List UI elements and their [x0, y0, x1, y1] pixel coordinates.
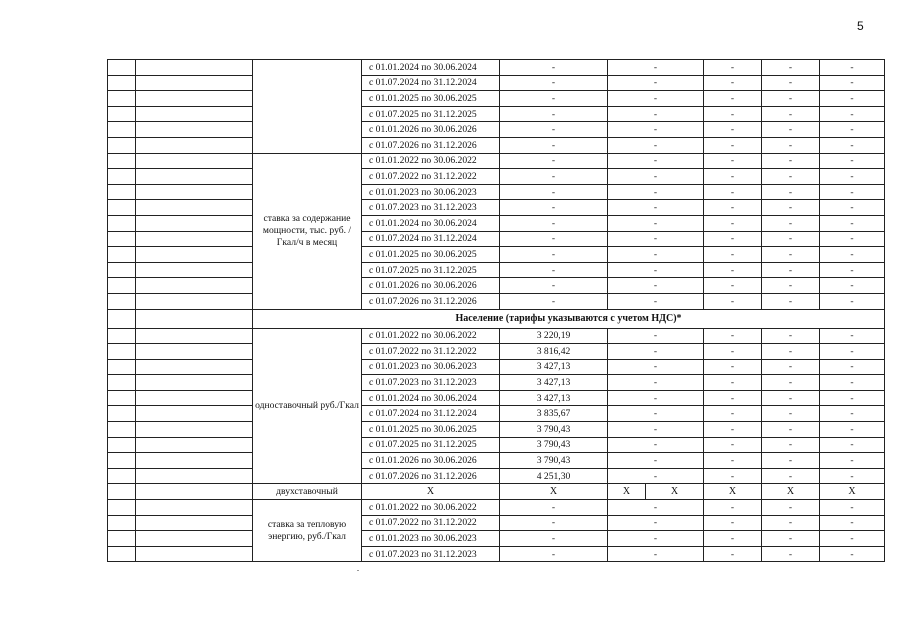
row-number-cell — [108, 390, 136, 406]
value-cell: - — [704, 375, 762, 391]
period-cell: с 01.01.2023 по 30.06.2023 — [362, 359, 500, 375]
value-cell: - — [608, 293, 704, 309]
name-cell — [136, 500, 253, 516]
table-row — [108, 91, 885, 107]
x-mark-cell: X — [362, 484, 500, 500]
period-cell: с 01.01.2024 по 30.06.2024 — [362, 390, 500, 406]
value-cell: - — [820, 531, 885, 547]
value-cell: - — [704, 247, 762, 263]
table-row — [108, 231, 885, 247]
row-number-cell — [108, 437, 136, 453]
name-cell — [136, 375, 253, 391]
period-cell: с 01.01.2023 по 30.06.2023 — [362, 531, 500, 547]
tariff-category-label: одноставочный руб./Гкал — [253, 328, 362, 484]
period-cell: с 01.01.2024 по 30.06.2024 — [362, 60, 500, 76]
value-cell: - — [704, 515, 762, 531]
value-cell: - — [762, 344, 820, 360]
value-cell: - — [704, 500, 762, 516]
x-mark-cell: X — [820, 484, 885, 500]
value-cell: - — [704, 169, 762, 185]
period-cell: с 01.01.2025 по 30.06.2025 — [362, 91, 500, 107]
period-cell: с 01.07.2024 по 31.12.2024 — [362, 406, 500, 422]
value-cell: - — [608, 344, 704, 360]
value-cell: - — [820, 184, 885, 200]
name-cell — [136, 106, 253, 122]
table-row — [108, 200, 885, 216]
table-row — [108, 247, 885, 263]
value-cell: - — [762, 531, 820, 547]
value-cell: - — [820, 278, 885, 294]
value-cell: - — [762, 122, 820, 138]
value-cell: - — [608, 75, 704, 91]
tariff-category-label: двухставочный — [253, 484, 362, 500]
value-cell: - — [762, 293, 820, 309]
table-row — [108, 215, 885, 231]
value-cell: - — [704, 106, 762, 122]
name-cell — [136, 309, 253, 328]
value-cell: - — [762, 437, 820, 453]
tariff-category-label — [253, 60, 362, 154]
period-cell: с 01.07.2022 по 31.12.2022 — [362, 344, 500, 360]
page-number: 5 — [857, 19, 864, 33]
row-number-cell — [108, 546, 136, 562]
name-cell — [136, 453, 253, 469]
value-cell: - — [608, 531, 704, 547]
table-row — [108, 437, 885, 453]
value-cell: - — [820, 137, 885, 153]
value-cell: - — [500, 169, 608, 185]
name-cell — [136, 515, 253, 531]
table-row — [108, 137, 885, 153]
period-cell: с 01.07.2023 по 31.12.2023 — [362, 546, 500, 562]
two-part-row — [108, 484, 885, 500]
period-cell: с 01.01.2022 по 30.06.2022 — [362, 500, 500, 516]
table-row — [108, 169, 885, 185]
value-cell: - — [704, 406, 762, 422]
value-cell: - — [500, 500, 608, 516]
value-cell: - — [820, 359, 885, 375]
value-cell: - — [608, 422, 704, 438]
name-cell — [136, 546, 253, 562]
value-cell: - — [762, 422, 820, 438]
row-number-cell — [108, 106, 136, 122]
value-cell: - — [762, 169, 820, 185]
value-cell: - — [820, 328, 885, 344]
row-number-cell — [108, 468, 136, 484]
value-cell: 3 427,13 — [500, 390, 608, 406]
name-cell — [136, 231, 253, 247]
value-cell: - — [608, 200, 704, 216]
value-cell: - — [704, 200, 762, 216]
period-cell: с 01.01.2026 по 30.06.2026 — [362, 453, 500, 469]
value-cell: 3 220,19 — [500, 328, 608, 344]
row-number-cell — [108, 375, 136, 391]
value-cell: - — [820, 91, 885, 107]
value-cell: - — [704, 122, 762, 138]
value-cell: - — [704, 60, 762, 76]
table-row — [108, 422, 885, 438]
table-row — [108, 75, 885, 91]
value-cell: - — [704, 75, 762, 91]
value-cell: - — [820, 247, 885, 263]
name-cell — [136, 262, 253, 278]
x-mark-cell: X — [646, 484, 704, 500]
row-number-cell — [108, 91, 136, 107]
value-cell: - — [820, 344, 885, 360]
name-cell — [136, 344, 253, 360]
period-cell: с 01.07.2026 по 31.12.2026 — [362, 137, 500, 153]
value-cell: - — [500, 106, 608, 122]
value-cell: - — [500, 91, 608, 107]
value-cell: - — [704, 531, 762, 547]
tariff-category-label: ставка за тепловую энергию, руб./Гкал — [253, 500, 362, 562]
value-cell: - — [500, 546, 608, 562]
x-mark-cell: X — [762, 484, 820, 500]
value-cell: - — [608, 375, 704, 391]
row-number-cell — [108, 293, 136, 309]
value-cell: - — [762, 75, 820, 91]
value-cell: - — [608, 515, 704, 531]
value-cell: - — [762, 137, 820, 153]
table-row — [108, 468, 885, 484]
value-cell: - — [704, 91, 762, 107]
section-header: Население (тарифы указываются с учетом НДС)* — [253, 309, 885, 328]
value-cell: - — [608, 406, 704, 422]
row-number-cell — [108, 75, 136, 91]
tariff-category-label: ставка за содержание мощности, тыс. руб. /Гкал/ч в месяц — [253, 153, 362, 309]
row-number-cell — [108, 344, 136, 360]
value-cell: - — [762, 406, 820, 422]
value-cell: - — [608, 215, 704, 231]
value-cell: - — [608, 328, 704, 344]
name-cell — [136, 293, 253, 309]
row-number-cell — [108, 122, 136, 138]
period-cell: с 01.07.2025 по 31.12.2025 — [362, 437, 500, 453]
row-number-cell — [108, 262, 136, 278]
value-cell: - — [704, 153, 762, 169]
row-number-cell — [108, 484, 136, 500]
value-cell: - — [820, 468, 885, 484]
period-cell: с 01.01.2026 по 30.06.2026 — [362, 278, 500, 294]
value-cell: - — [500, 122, 608, 138]
table-row — [108, 262, 885, 278]
value-cell: - — [500, 184, 608, 200]
period-cell: с 01.07.2024 по 31.12.2024 — [362, 231, 500, 247]
name-cell — [136, 215, 253, 231]
row-number-cell — [108, 453, 136, 469]
value-cell: - — [500, 247, 608, 263]
row-number-cell — [108, 184, 136, 200]
value-cell: - — [608, 169, 704, 185]
period-cell: с 01.07.2025 по 31.12.2025 — [362, 106, 500, 122]
value-cell: - — [820, 153, 885, 169]
name-cell — [136, 153, 253, 169]
value-cell: - — [762, 375, 820, 391]
value-cell: - — [500, 231, 608, 247]
name-cell — [136, 184, 253, 200]
value-cell: - — [762, 328, 820, 344]
value-cell: - — [704, 328, 762, 344]
value-cell: - — [500, 262, 608, 278]
value-cell: - — [762, 200, 820, 216]
value-cell: - — [500, 153, 608, 169]
value-cell: - — [608, 546, 704, 562]
value-cell: 3 835,67 — [500, 406, 608, 422]
value-cell: - — [820, 500, 885, 516]
x-mark-cell: X — [704, 484, 762, 500]
value-cell: - — [762, 91, 820, 107]
value-cell: - — [500, 137, 608, 153]
value-cell: - — [762, 262, 820, 278]
value-cell: - — [500, 215, 608, 231]
value-cell: - — [762, 278, 820, 294]
period-cell: с 01.07.2025 по 31.12.2025 — [362, 262, 500, 278]
name-cell — [136, 422, 253, 438]
table-row — [108, 278, 885, 294]
value-cell: - — [608, 262, 704, 278]
row-number-cell — [108, 515, 136, 531]
scan-mark — [357, 570, 359, 571]
name-cell — [136, 137, 253, 153]
row-number-cell — [108, 153, 136, 169]
value-cell: - — [704, 184, 762, 200]
value-cell: - — [820, 422, 885, 438]
value-cell: 3 790,43 — [500, 422, 608, 438]
value-cell: 3 790,43 — [500, 453, 608, 469]
row-number-cell — [108, 60, 136, 76]
table-row — [108, 453, 885, 469]
value-cell: - — [608, 153, 704, 169]
value-cell: - — [762, 359, 820, 375]
value-cell: - — [762, 106, 820, 122]
value-cell: - — [820, 293, 885, 309]
row-number-cell — [108, 359, 136, 375]
value-cell: - — [820, 453, 885, 469]
row-number-cell — [108, 309, 136, 328]
value-cell: - — [608, 231, 704, 247]
row-number-cell — [108, 422, 136, 438]
row-number-cell — [108, 200, 136, 216]
value-cell: - — [608, 106, 704, 122]
name-cell — [136, 278, 253, 294]
name-cell — [136, 390, 253, 406]
period-cell: с 01.01.2023 по 30.06.2023 — [362, 184, 500, 200]
value-cell: - — [608, 122, 704, 138]
value-cell: - — [500, 60, 608, 76]
value-cell: - — [704, 293, 762, 309]
period-cell: с 01.01.2026 по 30.06.2026 — [362, 122, 500, 138]
value-cell: - — [608, 60, 704, 76]
value-cell: 3 427,13 — [500, 359, 608, 375]
value-cell: - — [762, 468, 820, 484]
row-number-cell — [108, 328, 136, 344]
row-number-cell — [108, 500, 136, 516]
name-cell — [136, 359, 253, 375]
value-cell: - — [500, 515, 608, 531]
name-cell — [136, 169, 253, 185]
row-number-cell — [108, 247, 136, 263]
period-cell: с 01.01.2024 по 30.06.2024 — [362, 215, 500, 231]
table-row — [108, 546, 885, 562]
value-cell: - — [608, 390, 704, 406]
period-cell: с 01.07.2023 по 31.12.2023 — [362, 200, 500, 216]
value-cell: - — [704, 262, 762, 278]
value-cell: - — [500, 278, 608, 294]
period-cell: с 01.01.2022 по 30.06.2022 — [362, 328, 500, 344]
name-cell — [136, 437, 253, 453]
period-cell: с 01.07.2022 по 31.12.2022 — [362, 515, 500, 531]
value-cell: - — [608, 500, 704, 516]
value-cell: - — [608, 453, 704, 469]
value-cell: - — [820, 375, 885, 391]
value-cell: - — [704, 215, 762, 231]
table-row — [108, 153, 885, 169]
name-cell — [136, 468, 253, 484]
value-cell: 3 427,13 — [500, 375, 608, 391]
value-cell: - — [704, 437, 762, 453]
value-cell: - — [762, 515, 820, 531]
value-cell: - — [762, 247, 820, 263]
value-cell: - — [762, 500, 820, 516]
row-number-cell — [108, 215, 136, 231]
tariff-table — [107, 59, 885, 562]
table-row — [108, 60, 885, 76]
value-cell: - — [608, 91, 704, 107]
row-number-cell — [108, 137, 136, 153]
name-cell — [136, 328, 253, 344]
name-cell — [136, 75, 253, 91]
name-cell — [136, 247, 253, 263]
value-cell: - — [820, 406, 885, 422]
name-cell — [136, 406, 253, 422]
value-cell: - — [500, 200, 608, 216]
period-cell: с 01.07.2022 по 31.12.2022 — [362, 169, 500, 185]
table-row — [108, 106, 885, 122]
value-cell: - — [762, 390, 820, 406]
table-row — [108, 359, 885, 375]
period-cell: с 01.01.2025 по 30.06.2025 — [362, 247, 500, 263]
name-cell — [136, 531, 253, 547]
tariff-table-body — [108, 60, 885, 562]
value-cell: - — [762, 184, 820, 200]
value-cell: 3 816,42 — [500, 344, 608, 360]
value-cell: 4 251,30 — [500, 468, 608, 484]
value-cell: - — [704, 344, 762, 360]
value-cell: - — [704, 390, 762, 406]
table-row — [108, 406, 885, 422]
value-cell: - — [762, 453, 820, 469]
value-cell: - — [820, 515, 885, 531]
value-cell: - — [820, 200, 885, 216]
row-number-cell — [108, 406, 136, 422]
name-cell — [136, 91, 253, 107]
value-cell: - — [704, 453, 762, 469]
value-cell: - — [608, 278, 704, 294]
value-cell: - — [820, 75, 885, 91]
period-cell: с 01.07.2023 по 31.12.2023 — [362, 375, 500, 391]
value-cell: - — [820, 262, 885, 278]
row-number-cell — [108, 231, 136, 247]
table-row — [108, 375, 885, 391]
value-cell: - — [820, 546, 885, 562]
value-cell: - — [608, 359, 704, 375]
value-cell: - — [704, 278, 762, 294]
value-cell: - — [820, 60, 885, 76]
value-cell: - — [704, 546, 762, 562]
value-cell: - — [762, 546, 820, 562]
period-cell: с 01.07.2026 по 31.12.2026 — [362, 293, 500, 309]
period-cell: с 01.01.2022 по 30.06.2022 — [362, 153, 500, 169]
name-cell — [136, 60, 253, 76]
period-cell: с 01.01.2025 по 30.06.2025 — [362, 422, 500, 438]
table-row — [108, 122, 885, 138]
value-cell: - — [704, 359, 762, 375]
value-cell: - — [762, 215, 820, 231]
value-cell: - — [762, 153, 820, 169]
row-number-cell — [108, 169, 136, 185]
value-cell: - — [762, 231, 820, 247]
value-cell: - — [704, 468, 762, 484]
value-cell: - — [820, 390, 885, 406]
value-cell: - — [820, 231, 885, 247]
name-cell — [136, 200, 253, 216]
value-cell: - — [608, 468, 704, 484]
name-cell — [136, 122, 253, 138]
value-cell: - — [820, 106, 885, 122]
table-row — [108, 184, 885, 200]
value-cell: - — [704, 231, 762, 247]
row-number-cell — [108, 278, 136, 294]
value-cell: - — [820, 215, 885, 231]
value-cell: - — [820, 437, 885, 453]
value-cell: - — [704, 422, 762, 438]
value-cell: - — [704, 137, 762, 153]
table-row — [108, 531, 885, 547]
table-row — [108, 344, 885, 360]
value-cell: - — [500, 531, 608, 547]
period-cell: с 01.07.2024 по 31.12.2024 — [362, 75, 500, 91]
x-mark-cell: X — [500, 484, 608, 500]
value-cell: - — [500, 75, 608, 91]
table-row — [108, 328, 885, 344]
row-number-cell — [108, 531, 136, 547]
value-cell: - — [608, 437, 704, 453]
value-cell: - — [608, 137, 704, 153]
period-cell: с 01.07.2026 по 31.12.2026 — [362, 468, 500, 484]
value-cell: - — [820, 122, 885, 138]
name-cell — [136, 484, 253, 500]
value-cell: - — [500, 293, 608, 309]
x-mark-cell: X — [608, 484, 646, 500]
table-row — [108, 293, 885, 309]
table-row — [108, 515, 885, 531]
table-row — [108, 500, 885, 516]
value-cell: - — [820, 169, 885, 185]
value-cell: 3 790,43 — [500, 437, 608, 453]
value-cell: - — [608, 184, 704, 200]
value-cell: - — [762, 60, 820, 76]
section-header-row — [108, 309, 885, 328]
table-row — [108, 390, 885, 406]
value-cell: - — [608, 247, 704, 263]
